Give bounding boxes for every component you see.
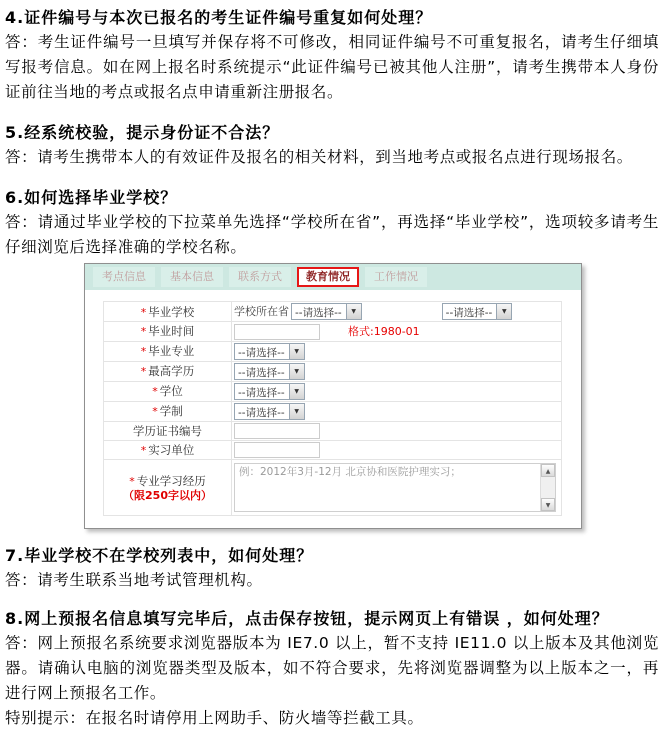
highest-education-label: * 最高学历 <box>104 361 232 381</box>
tab-work-info[interactable]: 工作情况 <box>365 267 427 287</box>
table-row-graduation-school <box>104 302 562 322</box>
required-mark: * <box>140 325 147 339</box>
internship-organization-label: * 实习单位 <box>104 440 232 459</box>
required-mark: * <box>140 305 147 319</box>
dropdown-arrow-icon: ▼ <box>496 304 511 319</box>
degree-label: * 学位 <box>104 381 232 401</box>
schooling-length-select[interactable]: --请选择-- ▼ <box>234 403 305 420</box>
study-experience-example: 例：2012年3月-12月 北京协和医院护理实习； <box>239 465 461 478</box>
scroll-up-icon[interactable]: ▲ <box>541 464 555 477</box>
answer-6: 答：请通过毕业学校的下拉菜单先选择“学校所在省”，再选择“毕业学校”，选项较多请考生仔细浏览后选择准确的学校名称。 <box>5 213 659 256</box>
dropdown-arrow-icon: ▼ <box>289 404 304 419</box>
diploma-number-input[interactable] <box>234 423 320 439</box>
schooling-length-label: * 学制 <box>104 401 232 421</box>
diploma-number-label: 学历证书编号 <box>104 421 232 440</box>
faq-item-7 <box>5 543 659 593</box>
registration-form-screenshot <box>84 263 582 529</box>
faq-item-5 <box>5 120 659 170</box>
required-mark: * <box>140 345 147 358</box>
textarea-scrollbar[interactable] <box>540 464 555 511</box>
answer-4: 答：考生证件编号一旦填写并保存将不可修改，相同证件编号不可重复报名，请考生仔细填写报考信息。如在网上报名时系统提示“此证件编号已被其他人注册”，请考生携带本人身份证前往当地的考点或报名点申请重新注册报名。 <box>5 33 659 101</box>
table-row-internship-organization <box>104 440 562 459</box>
table-row-degree <box>104 381 562 401</box>
school-province-select[interactable]: --请选择-- ▼ <box>291 303 362 320</box>
school-province-label: 学校所在省 <box>234 305 289 318</box>
dropdown-arrow-icon: ▼ <box>289 344 304 359</box>
scroll-down-icon[interactable]: ▼ <box>541 498 555 511</box>
question-7: 7.毕业学校不在学校列表中，如何处理？ <box>5 545 314 565</box>
answer-5: 答：请考生携带本人的有效证件及报名的相关材料，到当地考点或报名点进行现场报名。 <box>5 148 633 166</box>
answer-7: 答：请考生联系当地考试管理机构。 <box>5 570 263 589</box>
table-row-graduation-major <box>104 341 562 361</box>
faq-item-4 <box>5 5 659 105</box>
highest-education-select[interactable]: --请选择-- ▼ <box>234 363 305 380</box>
faq-item-8 <box>5 606 659 731</box>
study-experience-textarea[interactable] <box>234 463 556 512</box>
question-8: 8.网上预报名信息填写完毕后，点击保存按钮，提示网页上有错误 ，如何处理？ <box>5 608 609 628</box>
required-mark: * <box>152 385 158 398</box>
internship-organization-input[interactable] <box>234 442 320 458</box>
special-note: 特别提示：在报名时请停用上网助手、防火墙等拦截工具。 <box>5 708 424 727</box>
table-row-schooling-length <box>104 401 562 421</box>
answer-8: 答：网上预报名系统要求浏览器版本为 IE7.0 以上，暂不支持 IE11.0 以上版本及其他浏览器。请确认电脑的浏览器类型及版本，如不符合要求，先将浏览器调整为以上版本之一，再进行网上预报名工作。 <box>5 633 659 702</box>
study-experience-label: * 专业学习经历 （限250字以内） <box>104 459 232 515</box>
table-row-highest-education <box>104 361 562 381</box>
question-5: 5.经系统校验，提示身份证不合法？ <box>5 123 280 142</box>
graduation-date-label: * 毕业时间 <box>104 322 232 342</box>
graduation-major-select[interactable]: --请选择-- ▼ <box>234 343 305 360</box>
tab-education-info[interactable]: 教育情况 <box>297 267 359 287</box>
dropdown-arrow-icon: ▼ <box>289 364 304 379</box>
degree-select[interactable]: --请选择-- ▼ <box>234 383 305 400</box>
required-mark: * <box>129 474 135 488</box>
table-row-graduation-date <box>104 322 562 342</box>
graduation-school-label: * 毕业学校 <box>104 302 232 322</box>
study-experience-limit-note: （限250字以内） <box>123 488 212 502</box>
question-4: 4.证件编号与本次已报名的考生证件编号重复如何处理？ <box>5 8 433 27</box>
form-tab-bar <box>85 264 581 290</box>
dropdown-arrow-icon: ▼ <box>289 384 304 399</box>
date-format-hint: 格式:1980-01 <box>348 325 420 338</box>
faq-item-6 <box>5 185 659 260</box>
graduation-major-label: * 毕业专业 <box>104 341 232 361</box>
tab-exam-site-info[interactable]: 考点信息 <box>93 267 155 287</box>
graduation-date-input[interactable] <box>234 324 320 340</box>
table-row-study-experience <box>104 459 562 515</box>
tab-contact-info[interactable]: 联系方式 <box>229 267 291 287</box>
required-mark: * <box>152 405 158 418</box>
graduation-school-select[interactable]: --请选择-- ▼ <box>442 303 513 320</box>
question-6: 6.如何选择毕业学校？ <box>5 188 178 207</box>
tab-basic-info[interactable]: 基本信息 <box>161 267 223 287</box>
required-mark: * <box>140 443 147 457</box>
education-form <box>85 290 581 528</box>
dropdown-arrow-icon: ▼ <box>346 304 361 319</box>
required-mark: * <box>140 365 147 378</box>
table-row-diploma-number <box>104 421 562 440</box>
